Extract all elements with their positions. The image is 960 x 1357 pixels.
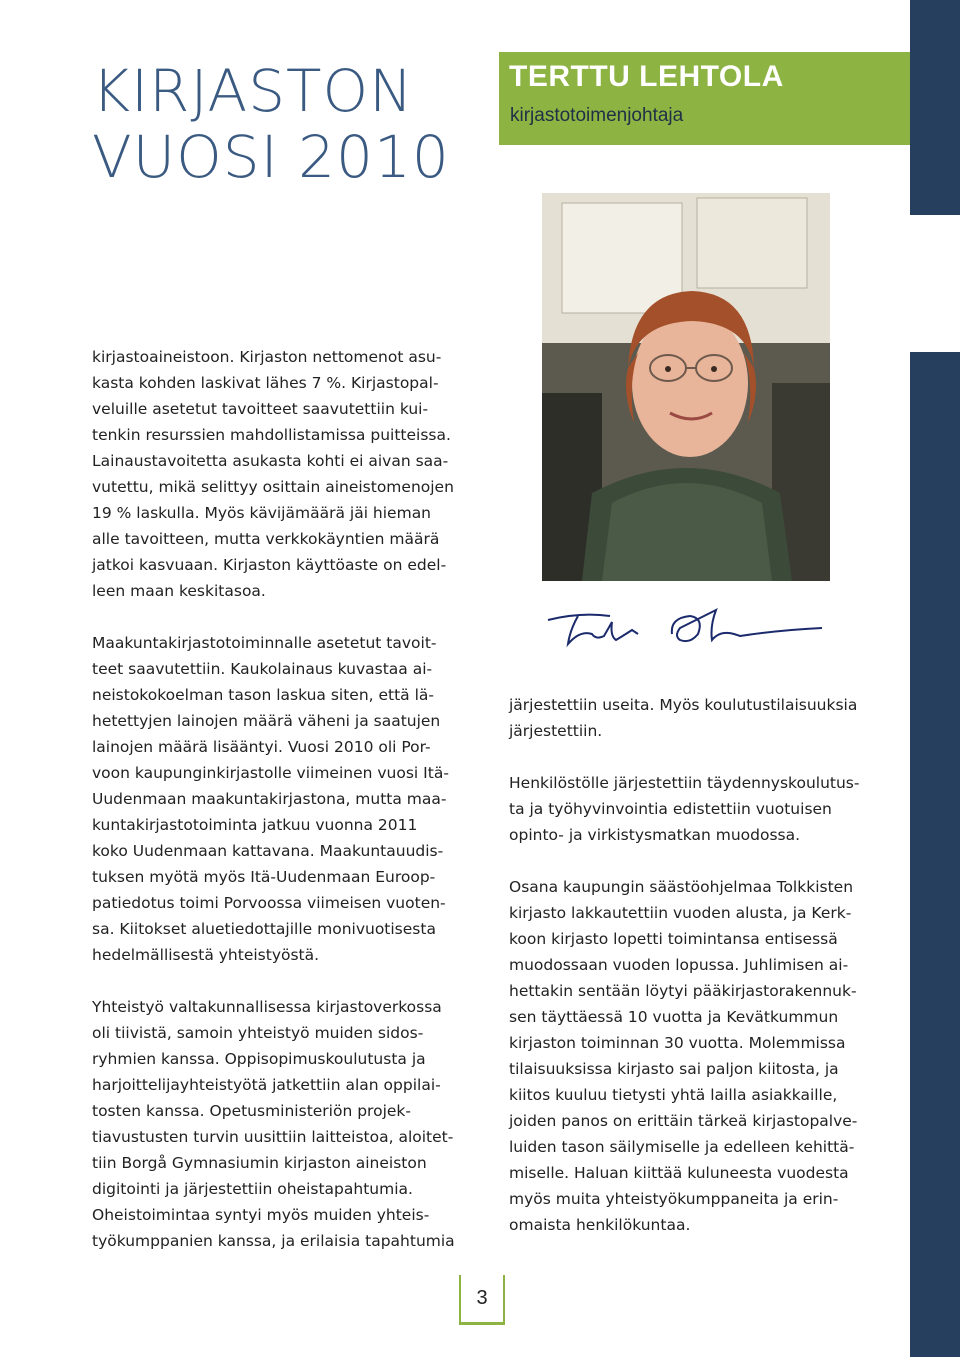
title-line-1: KIRJASTON bbox=[92, 57, 414, 125]
right-paragraph-2: Henkilöstölle järjestettiin täydennyskoulutus- ta ja työhyvinvointia edistettiin vuotuisen opinto- ja virkistysmatkan muodossa. bbox=[509, 774, 860, 844]
author-portrait-photo bbox=[542, 193, 830, 581]
author-role: kirjastotoimenjohtaja bbox=[510, 105, 684, 126]
author-name: TERTTU LEHTOLA bbox=[509, 60, 784, 93]
accent-bar-bottom bbox=[910, 352, 960, 1357]
author-signature-icon bbox=[540, 600, 830, 660]
title-line-2: VUOSI 2010 bbox=[92, 123, 450, 191]
right-text-column bbox=[509, 692, 889, 1264]
accent-bar-top bbox=[910, 0, 960, 215]
page-number: 3 bbox=[459, 1275, 505, 1325]
right-paragraph-3: Osana kaupungin säästöohjelmaa Tolkkisten kirjasto lakkautettiin vuoden alusta, ja Kerk- koon kirjasto lopetti toimintansa entisessä muodossaan vuoden lopussa. Juhlimisen ai- hettakin sentään löytyi pääkirjastorakennuk- sen täyttäessä 10 vuotta ja Kevätkummun kirjaston toiminnan 30 vuotta. Molemmissa tilaisuuksissa kirjasto sai paljon kiitosta, ja kiitos kuuluu tietysti yhtä lailla asiakkaille, joiden panos on erittäin tärkeä kirjastopalve- luiden tason säilymiselle ja edelleen kehittä- miselle. Haluan kiittää kuluneesta vuodesta myös muita yhteistyökumppaneita ja erin- omaista henkilökuntaa. bbox=[509, 878, 858, 1234]
publication-title bbox=[92, 58, 450, 190]
left-paragraph-2: Maakuntakirjastotoiminnalle asetetut tavoit- teet saavutettiin. Kaukolainaus kuvastaa ai- neistokokoelman tason laskua siten, että lä- hetettyjen lainojen määrä väheni ja saatujen lainojen määrä lisääntyi. Vuosi 2010 oli Por- voon kaupunginkirjastolle viimeinen vuosi Itä- Uudenmaan maakuntakirjastona, mutta maa- kuntakirjastotoiminta jatkuu vuonna 2011 koko Uudenmaan kattavana. Maakuntauudis- tuksen myötä myös Itä-Uudenmaan Euroop- patiedotus toimi Porvoossa viimeisen vuoten- sa. Kiitokset aluetiedottajille monivuotisesta hedelmällisestä yhteistyöstä. bbox=[92, 634, 449, 964]
left-paragraph-3: Yhteistyö valtakunnallisessa kirjastoverkossa oli tiivistä, samoin yhteistyö muiden sidos- ryhmien kanssa. Oppisopimuskoulutusta ja harjoittelijayhteistyötä jatkettiin alan oppilai- tosten kanssa. Opetusministeriön projek- tiavustusten turvin uusittiin laitteistoa, aloitet- tiin Borgå Gymnasiumin kirjaston aineiston digitointi ja järjestettiin oheistapahtumia. Oheistoimintaa syntyi myös muiden yhteis- työkumppanien kanssa, ja erilaisia tapahtumia bbox=[92, 998, 455, 1250]
author-banner bbox=[499, 52, 910, 145]
left-text-column bbox=[92, 344, 472, 1280]
right-paragraph-1: järjestettiin useita. Myös koulutustilaisuuksia järjestettiin. bbox=[509, 696, 858, 740]
left-paragraph-1: kirjastoaineistoon. Kirjaston nettomenot asu- kasta kohden laskivat lähes 7 %. Kirjastopal- veluille asetetut tavoitteet saavutettiin kui- tenkin resurssien mahdollistamissa puitteissa. Lainaustavoitetta asukasta kohti ei aivan saa- vutettu, mikä selittyy osittain aineistomenojen 19 % laskulla. Myös kävijämäärä jäi hieman alle tavoitteen, mutta verkkokäyntien määrä jatkoi kasvuaan. Kirjaston käyttöaste on edel- leen maan keskitasoa. bbox=[92, 348, 454, 600]
